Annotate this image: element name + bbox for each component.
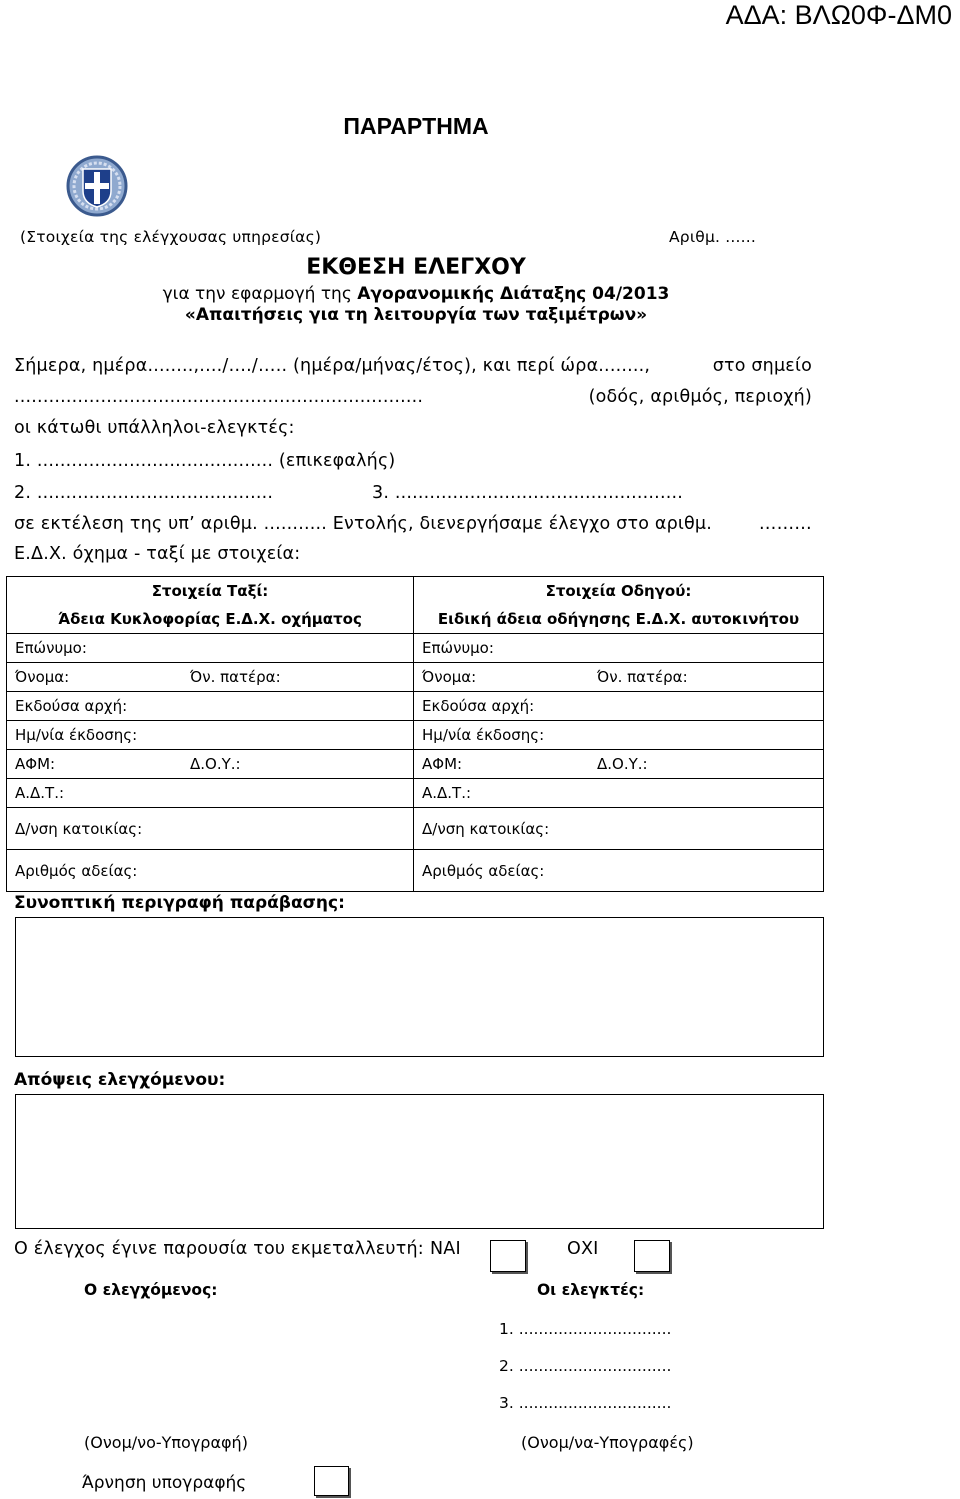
driver-address: Δ/νση κατοικίας: — [414, 808, 824, 850]
driver-issuer: Εκδούσα αρχή: — [414, 692, 824, 721]
body-line-inspector-2: 2. ......................................... — [14, 483, 274, 503]
service-info: (Στοιχεία της ελέγχουσας υπηρεσίας) — [20, 228, 322, 246]
refusal-checkbox[interactable] — [314, 1466, 349, 1496]
driver-name-row: Όνομα: Όν. πατέρα: — [414, 663, 824, 692]
taxi-issuer: Εκδούσα αρχή: — [7, 692, 414, 721]
presence-no-label: ΟΧΙ — [567, 1239, 599, 1259]
controlled-label: Ο ελεγχόμενος: — [84, 1281, 218, 1299]
body-line-inspectors: οι κάτωθι υπάλληλοι-ελεγκτές: — [14, 418, 295, 438]
ada-code: ΑΔΑ: ΒΛΩ0Φ-ΔΜ0 — [725, 0, 952, 30]
presence-yes-label: ΝΑΙ — [430, 1239, 461, 1259]
inspectors-signatures: (Ονομ/να-Υπογραφές) — [521, 1433, 694, 1452]
body-line-date: Σήμερα, ημέρα........,..../…./….. (ημέρα/μήνας/έτος), και περί ώρα........, — [14, 356, 651, 376]
driver-license-no: Αριθμός αδείας: — [414, 850, 824, 892]
body-line-vehicle: Ε.Δ.Χ. όχημα - ταξί με στοιχεία: — [14, 544, 301, 564]
taxi-surname: Επώνυμο: — [7, 634, 414, 663]
taxi-address: Δ/νση κατοικίας: — [7, 808, 414, 850]
driver-issue-date: Ημ/νία έκδοσης: — [414, 721, 824, 750]
presence-yes-checkbox[interactable] — [490, 1240, 526, 1272]
body-line-inspector-1: 1. ......................................... (επικεφαλής) — [14, 451, 396, 471]
body-line-address-hint: (οδός, αριθμός, περιοχή) — [588, 387, 812, 407]
body-line-address-dots: ....................................................................... — [14, 387, 424, 407]
taxi-issue-date: Ημ/νία έκδοσης: — [7, 721, 414, 750]
body-line-location: στο σημείο — [712, 356, 812, 376]
report-subtitle-line2: «Απαιτήσεις για τη λειτουργία των ταξιμέτρων» — [184, 305, 648, 325]
opinion-label: Απόψεις ελεγχόμενου: — [14, 1070, 226, 1090]
report-title: ΕΚΘΕΣΗ ΕΛΕΓΧΟΥ — [306, 255, 526, 280]
taxi-id-card: Α.Δ.Τ.: — [7, 779, 414, 808]
inspector-sign-3: 3. ............................... — [499, 1394, 672, 1412]
inspector-sign-2: 2. ............................... — [499, 1357, 672, 1375]
vehicle-driver-table — [6, 576, 824, 892]
presence-text: Ο έλεγχος έγινε παρουσία του εκμεταλλευτή: — [14, 1239, 424, 1259]
presence-no-checkbox[interactable] — [634, 1240, 670, 1272]
body-line-inspector-3: 3. .................................................. — [372, 483, 683, 503]
inspectors-label: Οι ελεγκτές: — [537, 1281, 645, 1299]
body-line-order-dots: ……… — [758, 514, 812, 534]
document-number: Αριθμ. ...... — [669, 228, 757, 246]
taxi-subheader: Άδεια Κυκλοφορίας Ε.Δ.Χ. οχήματος — [7, 605, 414, 634]
taxi-license-no: Αριθμός αδείας: — [7, 850, 414, 892]
violation-label: Συνοπτική περιγραφή παράβασης: — [14, 893, 345, 913]
taxi-name-row: Όνομα: Όν. πατέρα: — [7, 663, 414, 692]
taxi-header: Στοιχεία Ταξί: — [7, 577, 414, 606]
inspector-sign-1: 1. ............................... — [499, 1320, 672, 1338]
annex-title: ΠΑΡΑΡΤΗΜΑ — [343, 113, 489, 139]
opinion-box[interactable] — [15, 1094, 824, 1229]
violation-box[interactable] — [15, 917, 824, 1057]
taxi-tax-row: ΑΦΜ: Δ.Ο.Υ.: — [7, 750, 414, 779]
driver-subheader: Ειδική άδεια οδήγησης Ε.Δ.Χ. αυτοκινήτου — [414, 605, 824, 634]
refusal-label: Άρνηση υπογραφής — [82, 1473, 247, 1493]
driver-id-card: Α.Δ.Τ.: — [414, 779, 824, 808]
driver-tax-row: ΑΦΜ: Δ.Ο.Υ.: — [414, 750, 824, 779]
greek-coat-of-arms-icon — [66, 155, 128, 217]
report-subtitle-line1: για την εφαρμογή της Αγορανομικής Διάταξης 04/2013 — [162, 284, 670, 304]
controlled-signature: (Ονομ/νο-Υπογραφή) — [84, 1433, 248, 1452]
driver-surname: Επώνυμο: — [414, 634, 824, 663]
driver-header: Στοιχεία Οδηγού: — [414, 577, 824, 606]
body-line-order: σε εκτέλεση της υπ’ αριθμ. ........... Εντολής, διενεργήσαμε έλεγχο στο αριθμ. — [14, 514, 713, 534]
